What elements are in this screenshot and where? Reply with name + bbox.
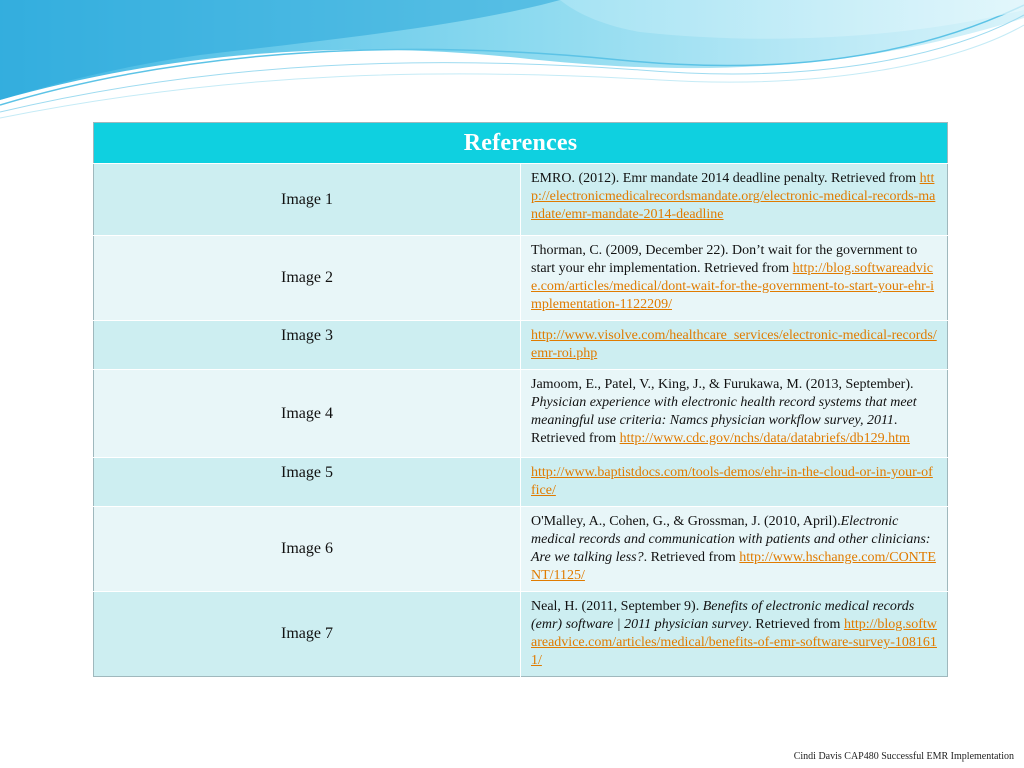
table-row [94,164,948,236]
citation-cell [521,458,948,507]
image-label: Image 5 [94,458,521,507]
citation-cell [521,592,948,677]
citation-retrieved-text: . Retrieved from [643,550,740,565]
citation-title: Physician experience with electronic health record systems that meet meaningful use criteria: Namcs physician workflow survey, 2011 [531,395,917,428]
citation-cell [521,321,948,370]
table-title: References [94,123,948,164]
decorative-wave-banner [0,0,1024,130]
table-header-row [94,123,948,164]
citation-text: Jamoom, E., Patel, V., King, J., & Furukawa, M. (2013, September). [531,377,914,392]
reference-link[interactable]: http://www.cdc.gov/nchs/data/databriefs/db129.htm [619,431,910,446]
table-row [94,321,948,370]
references-table [93,122,948,677]
citation-cell [521,370,948,458]
citation-text: EMRO. (2012). Emr mandate 2014 deadline penalty. Retrieved from [531,171,920,186]
footer-text: Cindi Davis CAP480 Successful EMR Implementation [793,751,1014,762]
image-label: Image 7 [94,592,521,677]
image-label: Image 4 [94,370,521,458]
table-row [94,370,948,458]
table-row [94,507,948,592]
table-row [94,236,948,321]
citation-title: Benefits of electronic medical records (emr) software | 2011 physician survey [531,599,915,632]
citation-cell [521,236,948,321]
citation-retrieved-text: . Retrieved from [531,413,898,446]
reference-link[interactable]: http://blog.softwareadvice.com/articles/medical/dont-wait-for-the-government-to-start-your-ehr-implementation-1122209/ [531,261,935,312]
table-row [94,458,948,507]
reference-link[interactable]: http://electronicmedicalrecordsmandate.org/electronic-medical-records-mandate/emr-mandate-2014-deadline [531,171,936,222]
reference-link[interactable]: http://www.hschange.com/CONTENT/1125/ [531,550,936,583]
reference-link[interactable]: http://blog.softwareadvice.com/articles/medical/benefits-of-emr-software-survey-1081611/ [531,617,937,668]
citation-text: Neal, H. (2011, September 9). [531,599,703,614]
citation-text: O'Malley, A., Cohen, G., & Grossman, J. (2010, April). [531,514,841,529]
citation-title: Electronic medical records and communication with patients and other clinicians: Are we talking less? [531,514,931,565]
citation-retrieved-text: . Retrieved from [748,617,844,632]
reference-link[interactable]: http://www.baptistdocs.com/tools-demos/ehr-in-the-cloud-or-in-your-office/ [531,465,933,498]
reference-link[interactable]: http://www.visolve.com/healthcare_services/electronic-medical-records/emr-roi.php [531,328,937,361]
image-label: Image 3 [94,321,521,370]
image-label: Image 2 [94,236,521,321]
table-row [94,592,948,677]
image-label: Image 1 [94,164,521,236]
citation-text: Thorman, C. (2009, December 22). Don’t wait for the government to start your ehr implementation. Retrieved from [531,243,918,276]
image-label: Image 6 [94,507,521,592]
citation-cell [521,164,948,236]
citation-cell [521,507,948,592]
